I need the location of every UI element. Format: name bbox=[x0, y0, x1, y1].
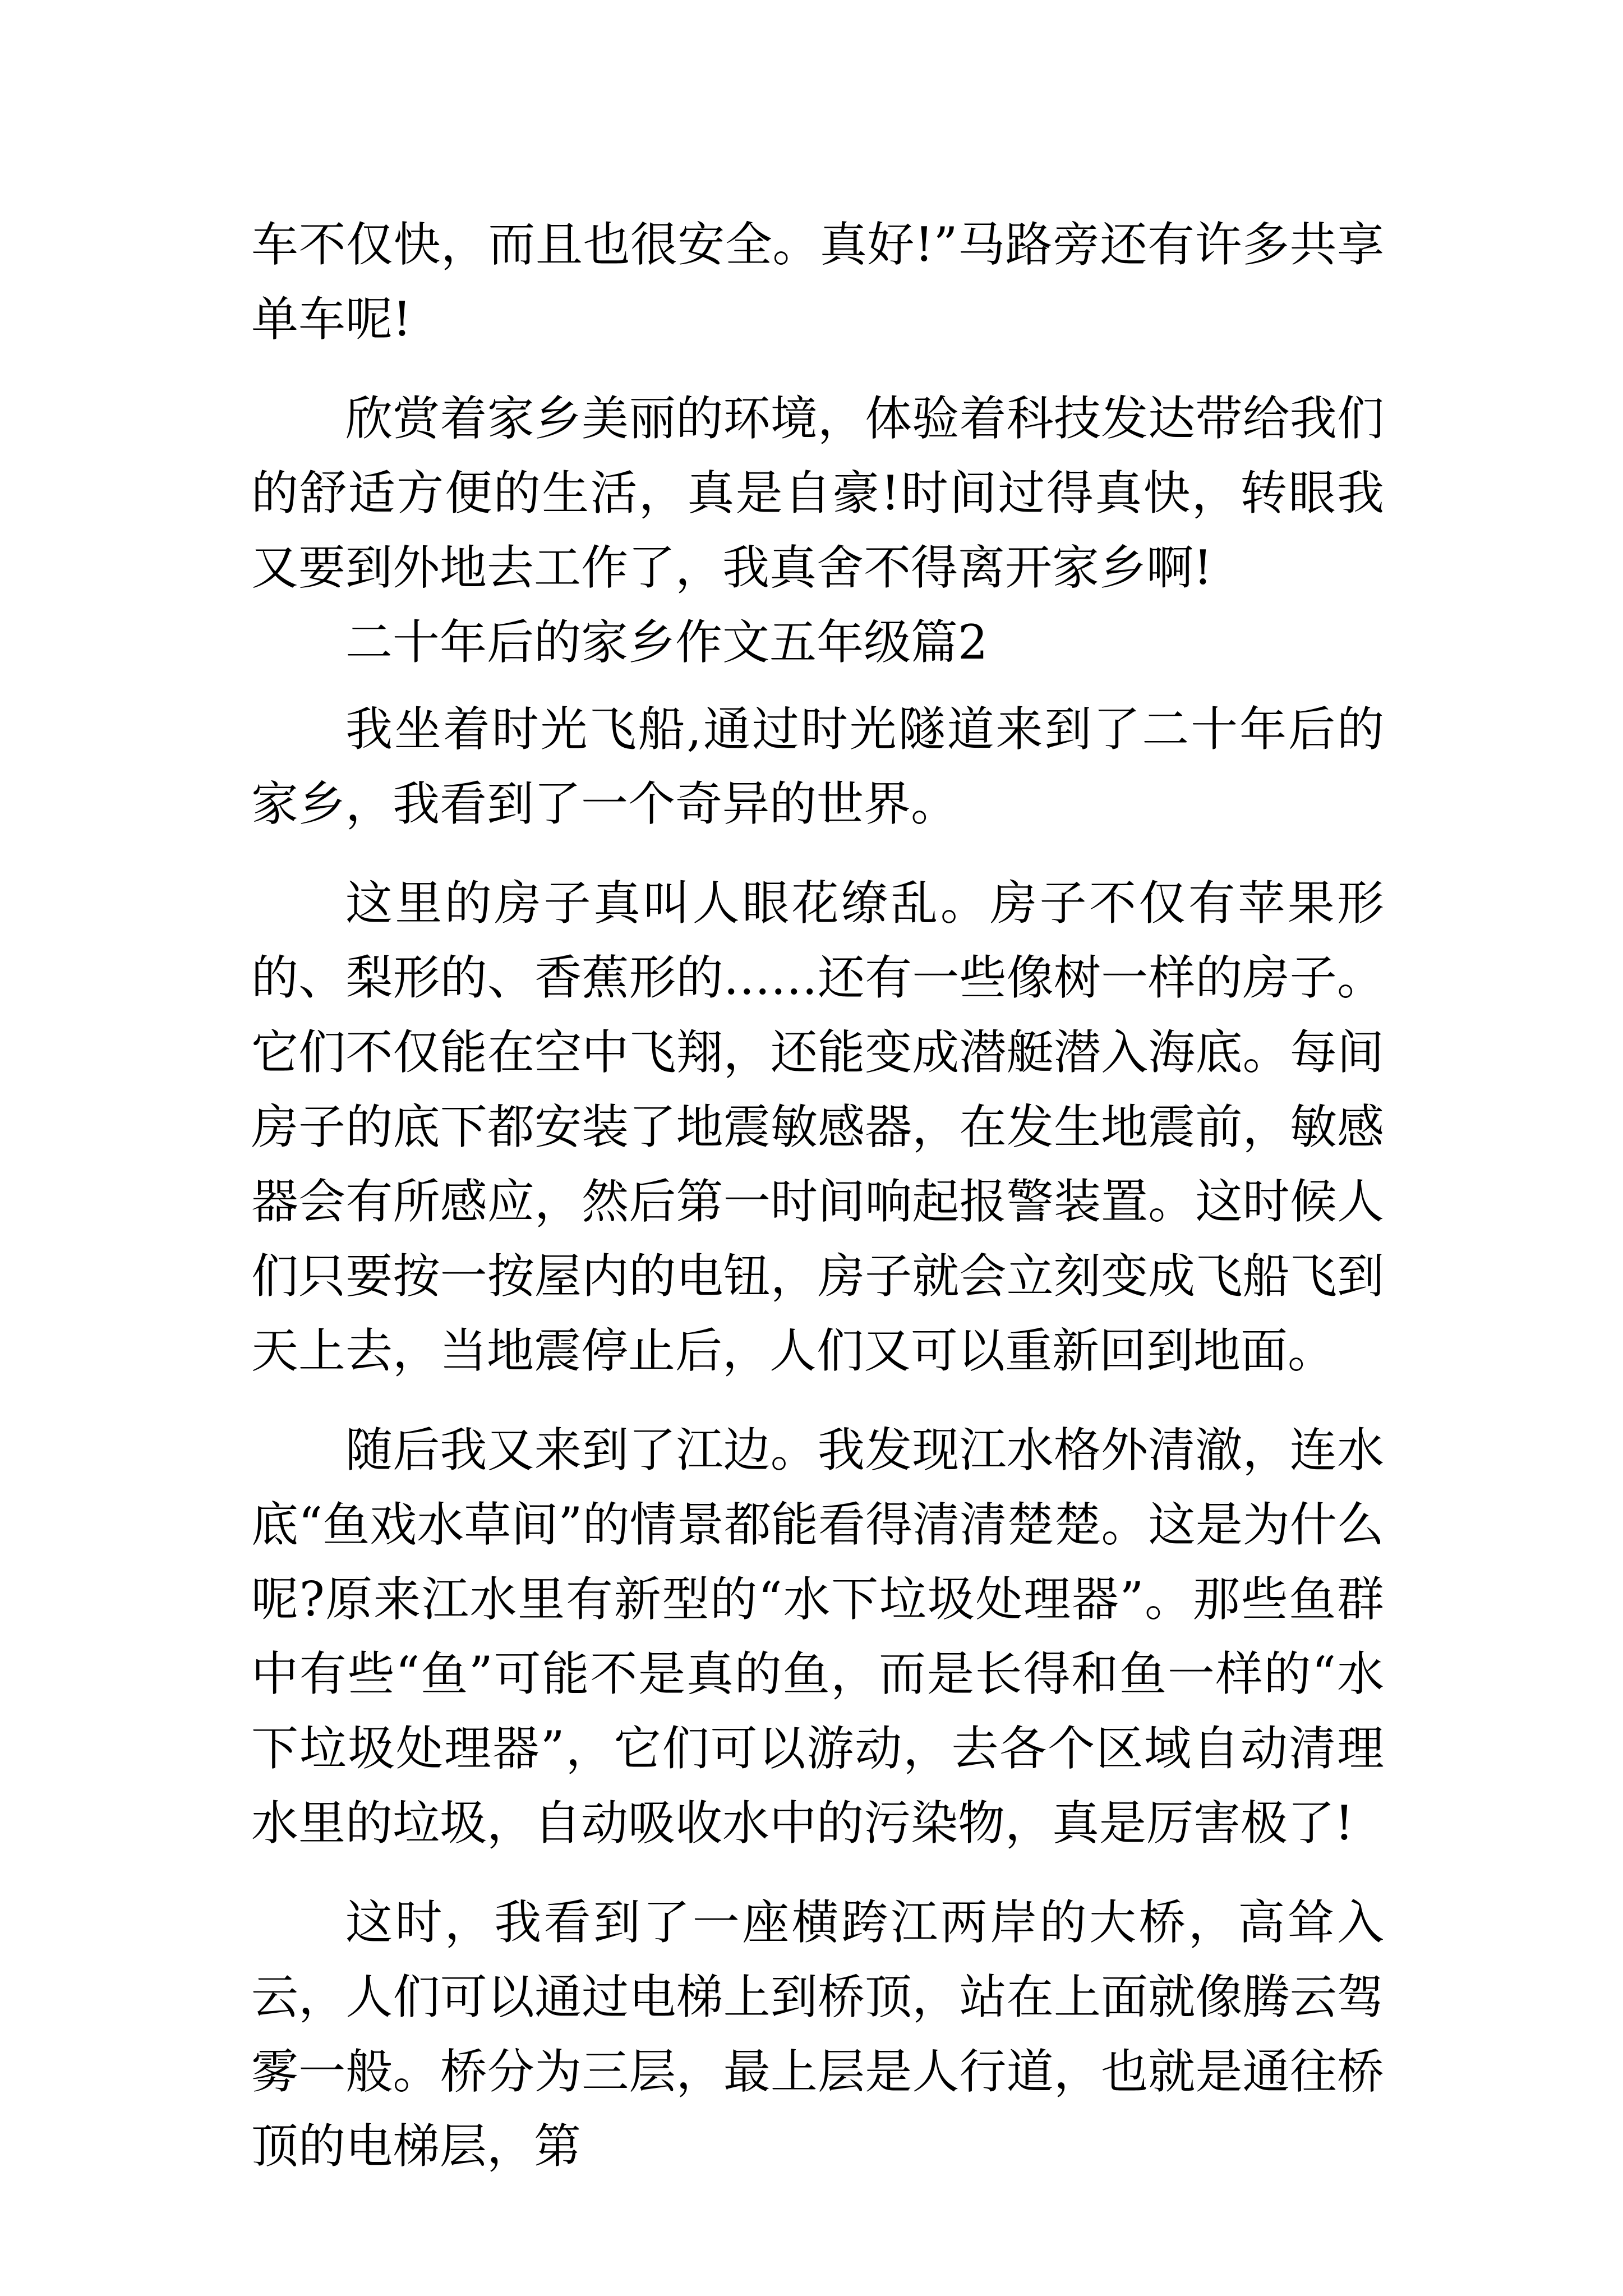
paragraph-continuation: 车不仅快，而且也很安全。真好!”马路旁还有许多共享单车呢! bbox=[251, 217, 1384, 347]
paragraph-time-ship: 我坐着时光飞船,通过时光隧道来到了二十年后的家乡，我看到了一个奇异的世界。 bbox=[251, 702, 1384, 831]
paragraph-hometown-pride: 欣赏着家乡美丽的环境，体验着科技发达带给我们的舒适方便的生活，真是自豪!时间过得真快，转眼我又要到外地去工作了，我真舍不得离开家乡啊! bbox=[251, 391, 1384, 595]
document-body bbox=[251, 0, 1384, 2184]
paragraph-houses: 这里的房子真叫人眼花缭乱。房子不仅有苹果形的、梨形的、香蕉形的……还有一些像树一样的房子。它们不仅能在空中飞翔，还能变成潜艇潜入海底。每间房子的底下都安装了地震敏感器，在发生地震前，敏感器会有所感应，然后第一时间响起报警装置。这时候人们只要按一按屋内的电钮，房子就会立刻变成飞船飞到天上去，当地震停止后，人们又可以重新回到地面。 bbox=[251, 876, 1384, 1378]
paragraph-river: 随后我又来到了江边。我发现江水格外清澈，连水底“鱼戏水草间”的情景都能看得清清楚楚。这是为什么呢?原来江水里有新型的“水下垃圾处理器”。那些鱼群中有些“鱼”可能不是真的鱼，而是长得和鱼一样的“水下垃圾处理器”，它们可以游动，去各个区域自动清理水里的垃圾，自动吸收水中的污染物，真是厉害极了! bbox=[251, 1423, 1384, 1851]
section-heading: 二十年后的家乡作文五年级篇2 bbox=[345, 615, 988, 670]
paragraph-bridge: 这时，我看到了一座横跨江两岸的大桥，高耸入云，人们可以通过电梯上到桥顶，站在上面就像腾云驾雾一般。桥分为三层，最上层是人行道，也就是通往桥顶的电梯层，第 bbox=[251, 1895, 1384, 2174]
